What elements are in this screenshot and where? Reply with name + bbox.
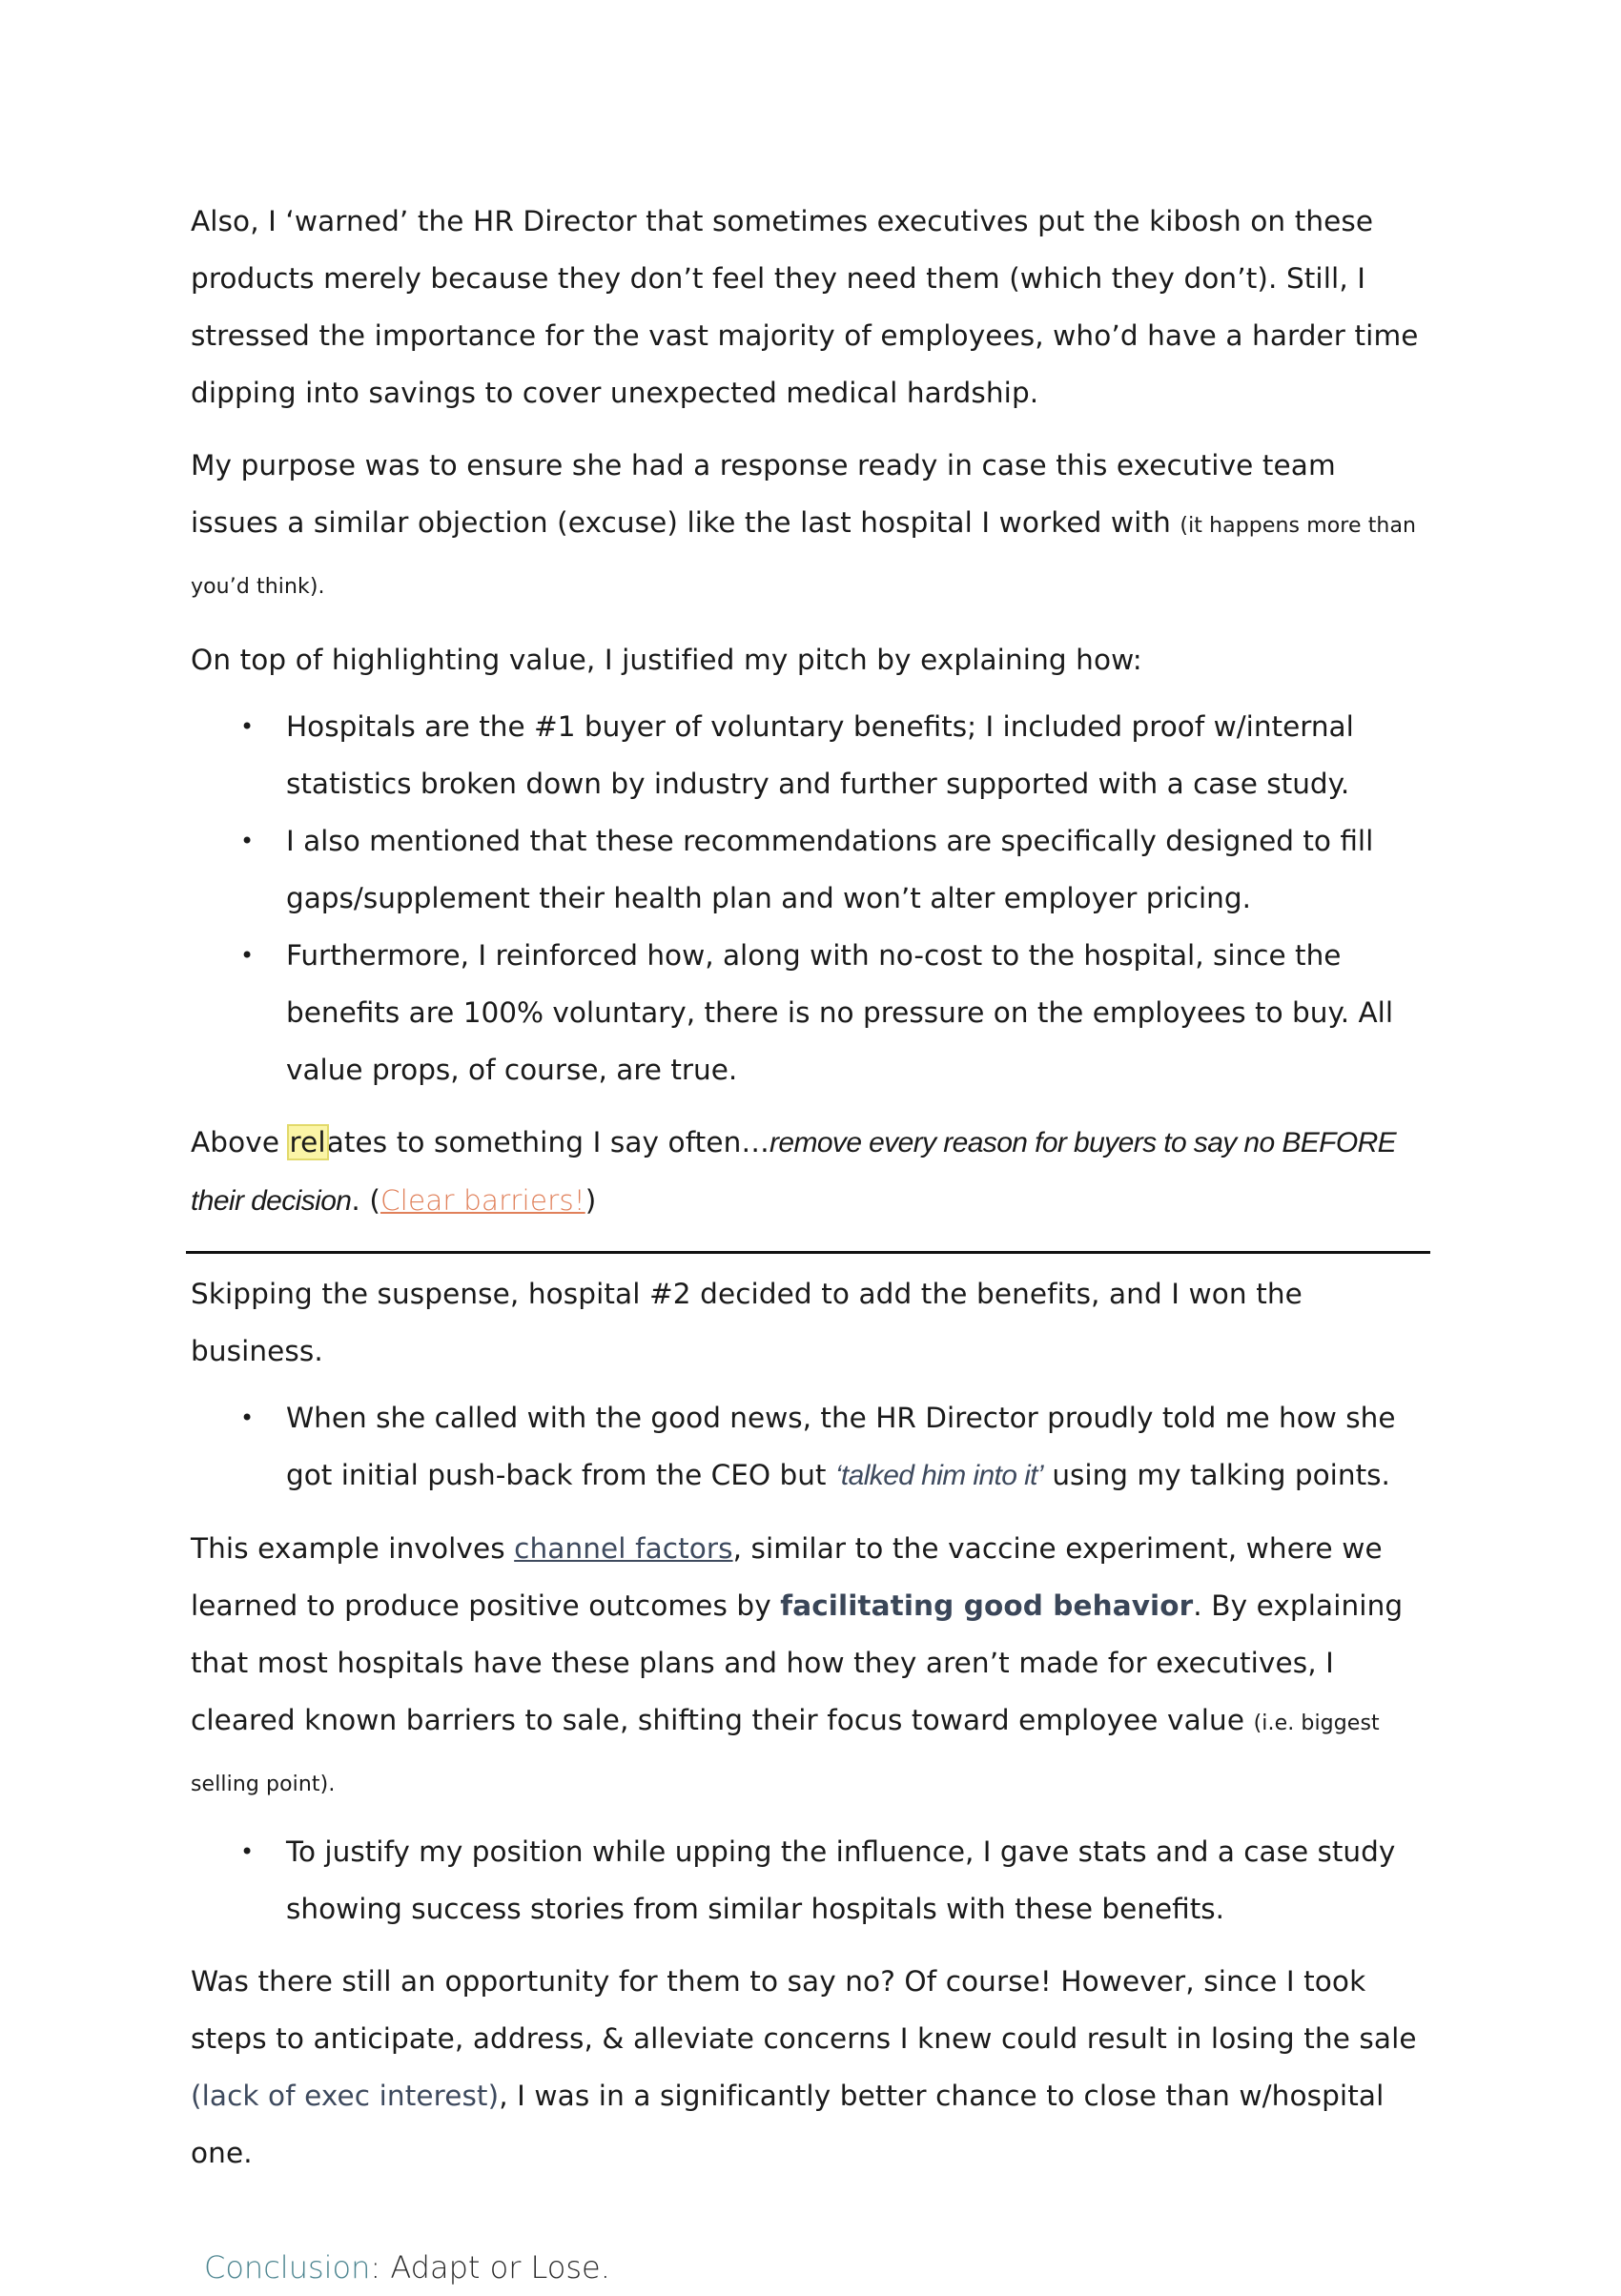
list-item-text: I also mentioned that these recommendations are specifically designed to fill gaps/supplement their health plan and won’t alter employer pricing.: [286, 825, 1374, 914]
list-item-text: To justify my position while upping the influence, I gave stats and a case study showing success stories from similar hospitals with these benefits.: [286, 1835, 1396, 1925]
list-item-text: using my talking points.: [1042, 1459, 1390, 1491]
aside-text: (lack of exec interest): [191, 2080, 500, 2112]
text-segment: Above: [191, 1126, 289, 1158]
highlighted-text[interactable]: rel: [289, 1126, 326, 1158]
list-item: [191, 1823, 1426, 1937]
list-item: [191, 698, 1426, 812]
paragraph-above-relates: [191, 1114, 1426, 1230]
horizontal-divider: [186, 1251, 1430, 1254]
bold-phrase: facilitating good behavior: [780, 1589, 1194, 1622]
conclusion-label: Conclusion: [204, 2249, 371, 2286]
italic-quote: ‘talked him into it’: [834, 1460, 1043, 1491]
position-list: [191, 1823, 1426, 1937]
list-item: [191, 812, 1426, 927]
purpose-text: My purpose was to ensure she had a response ready in case this executive team issues a similar objection (excuse) like the last hospital I worked with: [191, 449, 1336, 539]
justification-list: [191, 698, 1426, 1098]
aside-text: (i.e. biggest selling point).: [191, 1712, 1380, 1796]
paragraph-warning: Also, I ‘warned’ the HR Director that sometimes executives put the kibosh on these products merely because they don’t feel they need them (which they don’t). Still, I stressed the importance for the vast majority of employees, who’d have a harder time dipping into savings to cover unexpected medical hardship.: [191, 205, 1419, 409]
italic-quote: remove every reason for buyers to say no BEFORE their decision: [191, 1127, 1397, 1217]
paragraph-purpose: [191, 437, 1426, 616]
purpose-aside: (it happens more than you’d think).: [191, 514, 1417, 599]
bullet-icon: •: [240, 1838, 255, 1865]
bullet-icon: •: [240, 1404, 255, 1431]
bullet-icon: •: [240, 828, 255, 854]
text-segment: ): [585, 1184, 597, 1217]
outcome-list: [191, 1389, 1426, 1505]
conclusion-line: [191, 2239, 1426, 2296]
text-segment: Was there still an opportunity for them to say no? Of course! However, since I took steps to anticipate, address, & alleviate concerns I knew could result in losing the sale: [191, 1965, 1417, 2055]
text-segment: This example involves: [191, 1532, 515, 1565]
list-item: [191, 927, 1426, 1098]
list-item-text: Furthermore, I reinforced how, along with no-cost to the hospital, since the benefits are 100% voluntary, there is no pressure on the employees to buy. All value props, of course, are true.: [286, 939, 1394, 1086]
text-segment: . By explaining that most hospitals have these plans and how they aren’t made for executives, I cleared known barriers to sale, shifting their focus toward employee value: [191, 1589, 1404, 1736]
text-segment: ates to something I say often…: [326, 1126, 769, 1158]
conclusion-text: : Adapt or Lose.: [370, 2249, 610, 2286]
text-segment: , I was in a significantly better chance to close than w/hospital one.: [191, 2080, 1385, 2169]
list-item-text: When she called with the good news, the HR Director proudly told me how she got initial push-back from the CEO but: [286, 1402, 1396, 1491]
text-segment: , similar to the vaccine experiment, where we learned to produce positive outcomes by: [191, 1532, 1383, 1622]
list-item: [191, 1389, 1426, 1505]
paragraph-outcome: Skipping the suspense, hospital #2 decided to add the benefits, and I won the business.: [191, 1278, 1303, 1367]
paragraph-justification-intro: On top of highlighting value, I justified my pitch by explaining how:: [191, 644, 1142, 676]
clear-barriers-link[interactable]: Clear barriers!: [380, 1184, 585, 1217]
paragraph-opportunity: [191, 1953, 1426, 2182]
list-item-text: Hospitals are the #1 buyer of voluntary benefits; I included proof w/internal statistics broken down by industry and further supported with a case study.: [286, 710, 1354, 800]
bullet-icon: •: [240, 713, 255, 740]
channel-factors-link[interactable]: channel factors: [514, 1532, 733, 1565]
text-segment: . (: [351, 1184, 380, 1217]
bullet-icon: •: [240, 942, 255, 969]
paragraph-channel-factors: [191, 1520, 1426, 1814]
